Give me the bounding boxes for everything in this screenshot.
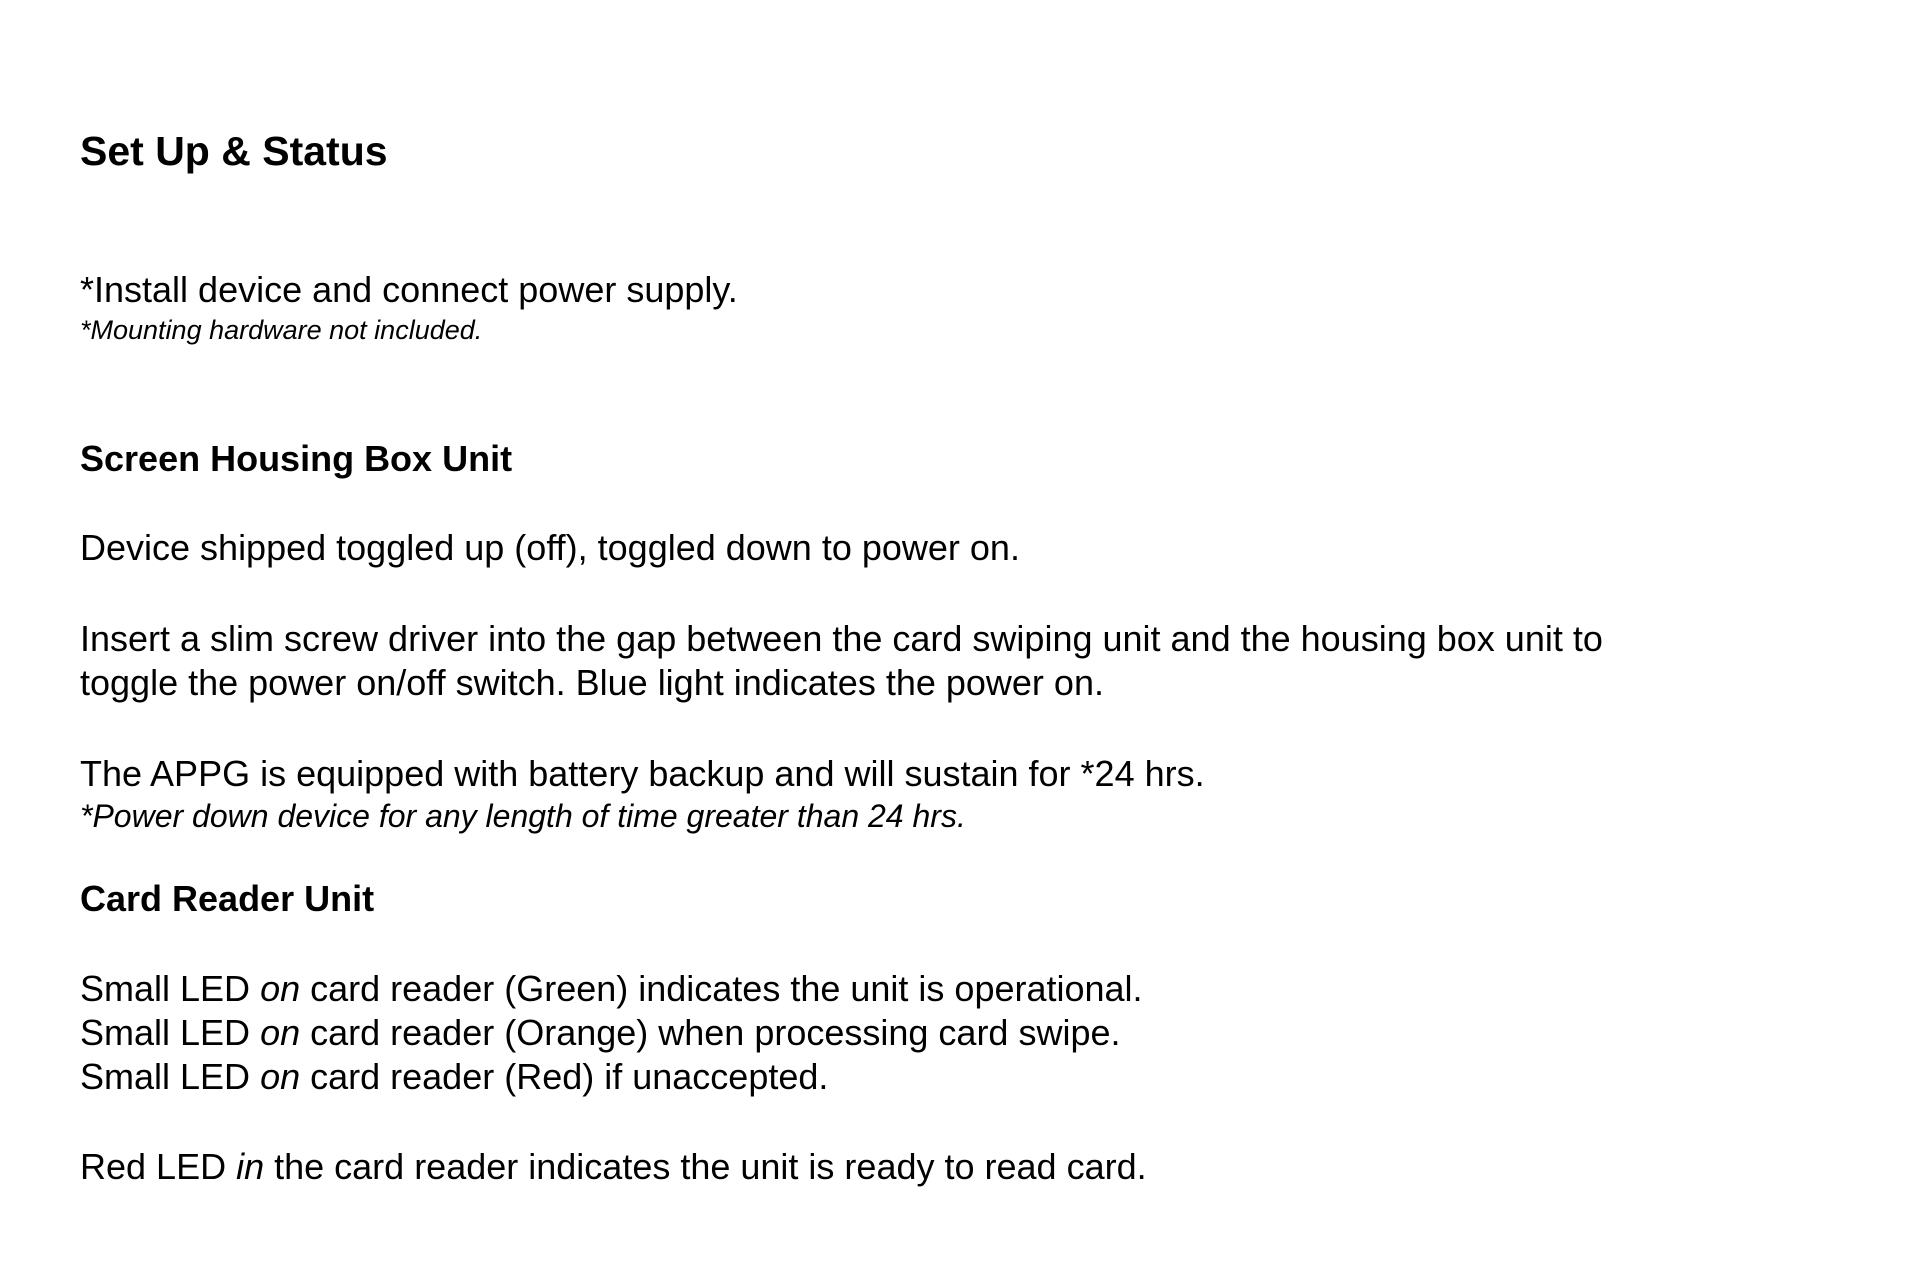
screen-housing-heading: Screen Housing Box Unit — [80, 438, 513, 479]
ready-line-emphasis: in — [236, 1146, 265, 1187]
card-reader-heading: Card Reader Unit — [80, 878, 375, 919]
battery-backup-text: The APPG is equipped with battery backup and will sustain for *24 hrs. — [80, 753, 1205, 794]
led-line-red-emphasis: on — [260, 1056, 301, 1097]
led-line-red-prefix: Small LED — [80, 1056, 261, 1097]
led-line-green — [80, 967, 1143, 1011]
ready-to-read-text — [80, 1145, 1147, 1189]
led-line-green-emphasis: on — [260, 968, 301, 1009]
led-line-orange-emphasis: on — [260, 1012, 301, 1053]
screwdriver-line-1: Insert a slim screw driver into the gap between the card swiping unit and the housing box unit to — [80, 618, 1603, 659]
led-line-green-prefix: Small LED — [80, 968, 261, 1009]
ready-line-suffix: the card reader indicates the unit is ready to read card. — [264, 1146, 1147, 1187]
screwdriver-line-2: toggle the power on/off switch. Blue light indicates the power on. — [80, 662, 1104, 703]
led-line-orange-prefix: Small LED — [80, 1012, 261, 1053]
mounting-hardware-note: *Mounting hardware not included. — [80, 315, 483, 345]
toggle-power-text: Device shipped toggled up (off), toggled down to power on. — [80, 527, 1020, 568]
ready-line-prefix: Red LED — [80, 1146, 237, 1187]
led-line-green-suffix: card reader (Green) indicates the unit is operational. — [300, 968, 1143, 1009]
led-status-list — [80, 967, 1143, 1099]
page-title: Set Up & Status — [80, 128, 388, 174]
install-instruction: *Install device and connect power supply. — [80, 269, 738, 310]
led-line-red — [80, 1055, 1143, 1099]
led-line-red-suffix: card reader (Red) if unaccepted. — [300, 1056, 829, 1097]
led-line-orange — [80, 1011, 1143, 1055]
battery-power-down-note: *Power down device for any length of time greater than 24 hrs. — [80, 798, 966, 834]
led-line-orange-suffix: card reader (Orange) when processing card swipe. — [300, 1012, 1121, 1053]
screwdriver-instruction — [80, 617, 1840, 705]
